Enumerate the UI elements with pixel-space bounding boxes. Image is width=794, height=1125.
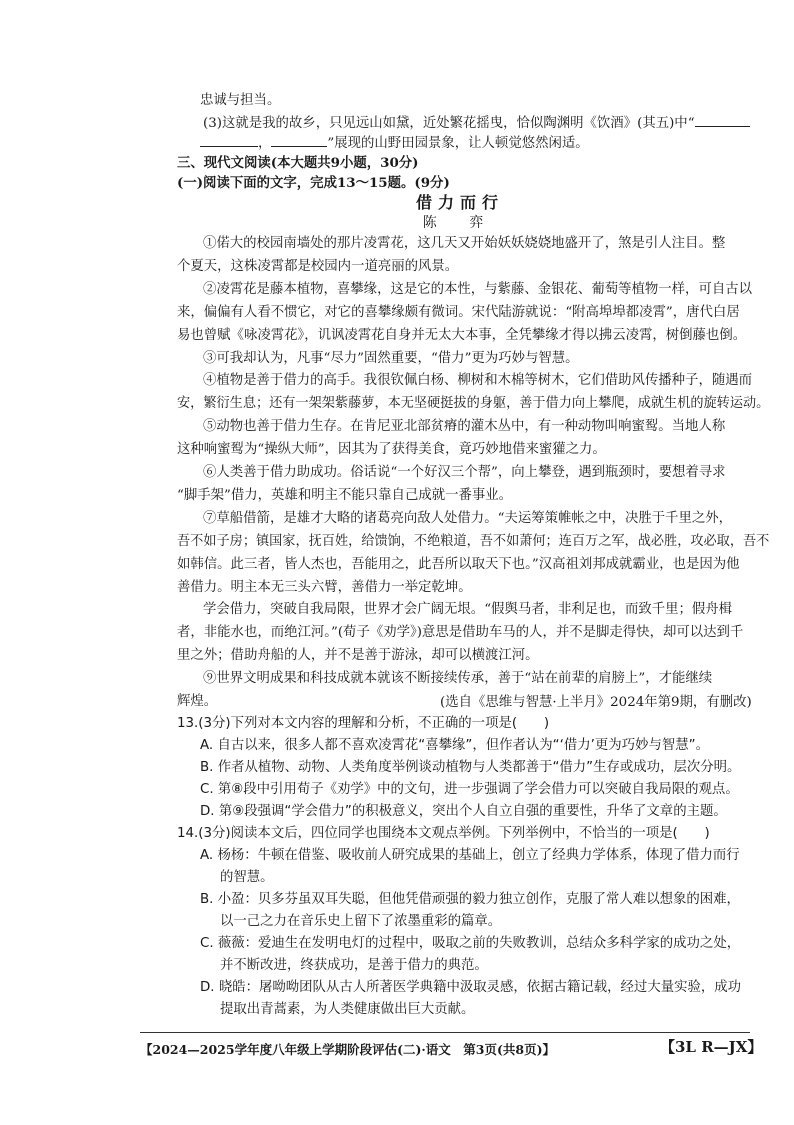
subsection-heading: (一)阅读下面的文字，完成13～15题。(9分) — [177, 175, 450, 191]
prev-answer-tail: 忠诚与担当。 — [200, 93, 281, 108]
article-line: ⑤动物也善于借力生存。在肯尼亚北部贫瘠的灌木丛中，有一种动物叫响蜜䴕。当地人称 — [203, 419, 726, 435]
q14-option-d-cont: 提取出青蒿素，为人类健康做出巨大贡献。 — [220, 1002, 475, 1017]
article-line: ⑨世界文明成果和科技成就本就该不断接续传承，善于“站在前辈的肩膀上”，才能继续 — [203, 671, 713, 687]
q13-option-a[interactable]: A. 自古以来，很多人都不喜欢凌霄花“喜攀缘”，但作者认为“‘借力’更为巧妙与智慧”。 — [200, 738, 709, 753]
article-line: 个夏天，这株凌霄都是校园内一道亮丽的风景。 — [177, 258, 459, 274]
footer-code: 【3L R—JX】 — [660, 1038, 763, 1056]
article-line: 易也曾赋《咏凌霄花》，讥讽凌霄花自身并无太大本事，全凭攀缘才得以拂云凌霄，树倒藤也倒。 — [177, 327, 747, 343]
footer-rule — [140, 1032, 750, 1033]
poem-question-text: (3)这就是我的故乡，只见远山如黛，近处繁花摇曳，恰似陶渊明《饮酒》(其五)中“ — [203, 116, 695, 131]
article-line: 辉煌。 — [177, 694, 218, 709]
article-line: 善借力。明主本无三头六臂，善借力一举定乾坤。 — [177, 579, 472, 595]
q13-option-d[interactable]: D. 第⑨段强调“学会借力”的积极意义，突出个人自立自强的重要性，升华了文章的主题。 — [200, 804, 727, 819]
article-line: 如韩信。此三者，皆人杰也，吾能用之，此吾所以取天下也。”汉高祖刘邦成就霸业，也是因为他 — [177, 556, 740, 572]
article-line: “脚手架”借力，英雄和明主不能只靠自己成就一番事业。 — [177, 487, 513, 503]
q14-option-a[interactable]: A. 杨杨：牛顿在借鉴、吸收前人研究成果的基础上，创立了经典力学体系，体现了借力而行 — [200, 848, 740, 863]
article-title: 借力而行 — [415, 193, 504, 212]
article-line: ②凌霄花是藤本植物，喜攀缘，这是它的本性，与紫藤、金银花、葡萄等植物一样，可自古以 — [203, 281, 753, 297]
poem-question-line — [203, 112, 750, 134]
article-line: ⑦草船借箭，是雄才大略的诸葛亮向敌人处借力。“夫运筹策帷帐之中，决胜于千里之外， — [203, 510, 733, 526]
article-line: 者，非能水也，而绝江河。”(荀子《劝学》)意思是借助车马的人，并不是脚走得快，却可以达到千 — [177, 625, 744, 641]
article-source: (选自《思维与智慧·上半月》2024年第9期，有删改) — [440, 695, 752, 710]
article-line: ⑥人类善于借力助成功。俗话说“一个好汉三个帮”，向上攀登，遇到瓶颈时，要想着寻求 — [203, 465, 726, 480]
article-line: ④植物是善于借力的高手。我很钦佩白杨、柳树和木棉等树木，它们借助风传播种子，随遇而 — [203, 373, 753, 389]
answer-blank-3[interactable] — [271, 132, 327, 147]
q14-option-c[interactable]: C. 薇薇：爱迪生在发明电灯的过程中，吸取之前的失败教训，总结众多科学家的成功之处， — [200, 936, 741, 951]
blank-separator: ， — [258, 136, 272, 151]
q14-stem: 14.(3分)阅读本文后，四位同学也围绕本文观点举例。下列举例中，不恰当的一项是( ) — [177, 826, 710, 841]
q14-option-b[interactable]: B. 小盈：贝多芬虽双耳失聪，但他凭借顽强的毅力独立创作，克服了常人难以想象的困难， — [200, 892, 740, 907]
q13-option-c[interactable]: C. 第⑧段中引用荀子《劝学》中的文句，进一步强调了学会借力可以突破自我局限的观点。 — [200, 782, 739, 797]
section-heading: 三、现代文阅读(本大题共9小题，30分) — [177, 155, 419, 171]
article-line: ③可我却认为，凡事“尽力”固然重要，“借力”更为巧妙与智慧。 — [203, 350, 579, 366]
article-author: 陈 弈 — [422, 215, 498, 231]
article-line: 学会借力，突破自我局限，世界才会广阔无垠。“假舆马者，非利足也，而致千里；假舟楫 — [203, 602, 733, 618]
poem-question-end: ”展现的山野田园景象，让人顿觉悠然闲适。 — [327, 136, 589, 151]
q14-option-d[interactable]: D. 晓皓：屠呦呦团队从古人所著医学典籍中汲取灵感，依据古籍记载，经过大量实验，成功 — [200, 980, 742, 995]
article-line: 吾不如子房；镇国家，抚百姓，给馈饷，不绝粮道，吾不如萧何；连百万之军，战必胜，攻必取，吾不 — [177, 533, 770, 549]
q14-option-a-cont: 的智慧。 — [220, 870, 274, 885]
answer-blank-1[interactable] — [695, 112, 750, 127]
article-line: 里之外；借助舟船的人，并不是善于游泳，却可以横渡江河。 — [177, 648, 539, 664]
article-line: 这种响蜜䴕为“操纵大师”，因其为了获得美食，竟巧妙地借来蜜獾之力。 — [177, 442, 606, 458]
q14-option-c-cont: 并不断改进，终获成功，是善于借力的典范。 — [220, 958, 488, 973]
article-line: 来，偏偏有人看不惯它，对它的喜攀缘颇有微词。宋代陆游就说：“附高埠埠都凌霄”，唐代白居 — [177, 304, 740, 320]
answer-blank-2[interactable] — [200, 132, 258, 147]
article-line: ①偌大的校园南墙处的那片凌霄花，这几天又开始妖妖娆娆地盛开了，煞是引人注目。整 — [203, 236, 726, 251]
q13-stem: 13.(3分)下列对本文内容的理解和分析，不正确的一项是( ) — [177, 716, 550, 731]
q13-option-b[interactable]: B. 作者从植物、动物、人类角度举例谈动植物与人类都善于“借力”生存或成功，层次分明。 — [200, 760, 741, 775]
footer-page-info: 【2024—2025学年度八年级上学期阶段评估(二)·语文 第3页(共8页)】 — [140, 1042, 555, 1057]
poem-question-line-2 — [200, 132, 589, 154]
q14-option-b-cont: 以一己之力在音乐史上留下了浓墨重彩的篇章。 — [220, 914, 502, 929]
article-line: 安，繁衍生息；还有一架架紫藤萝，本无坚硬挺拔的身躯，善于借力向上攀爬，成就生机的旋转运动。 — [177, 396, 770, 412]
